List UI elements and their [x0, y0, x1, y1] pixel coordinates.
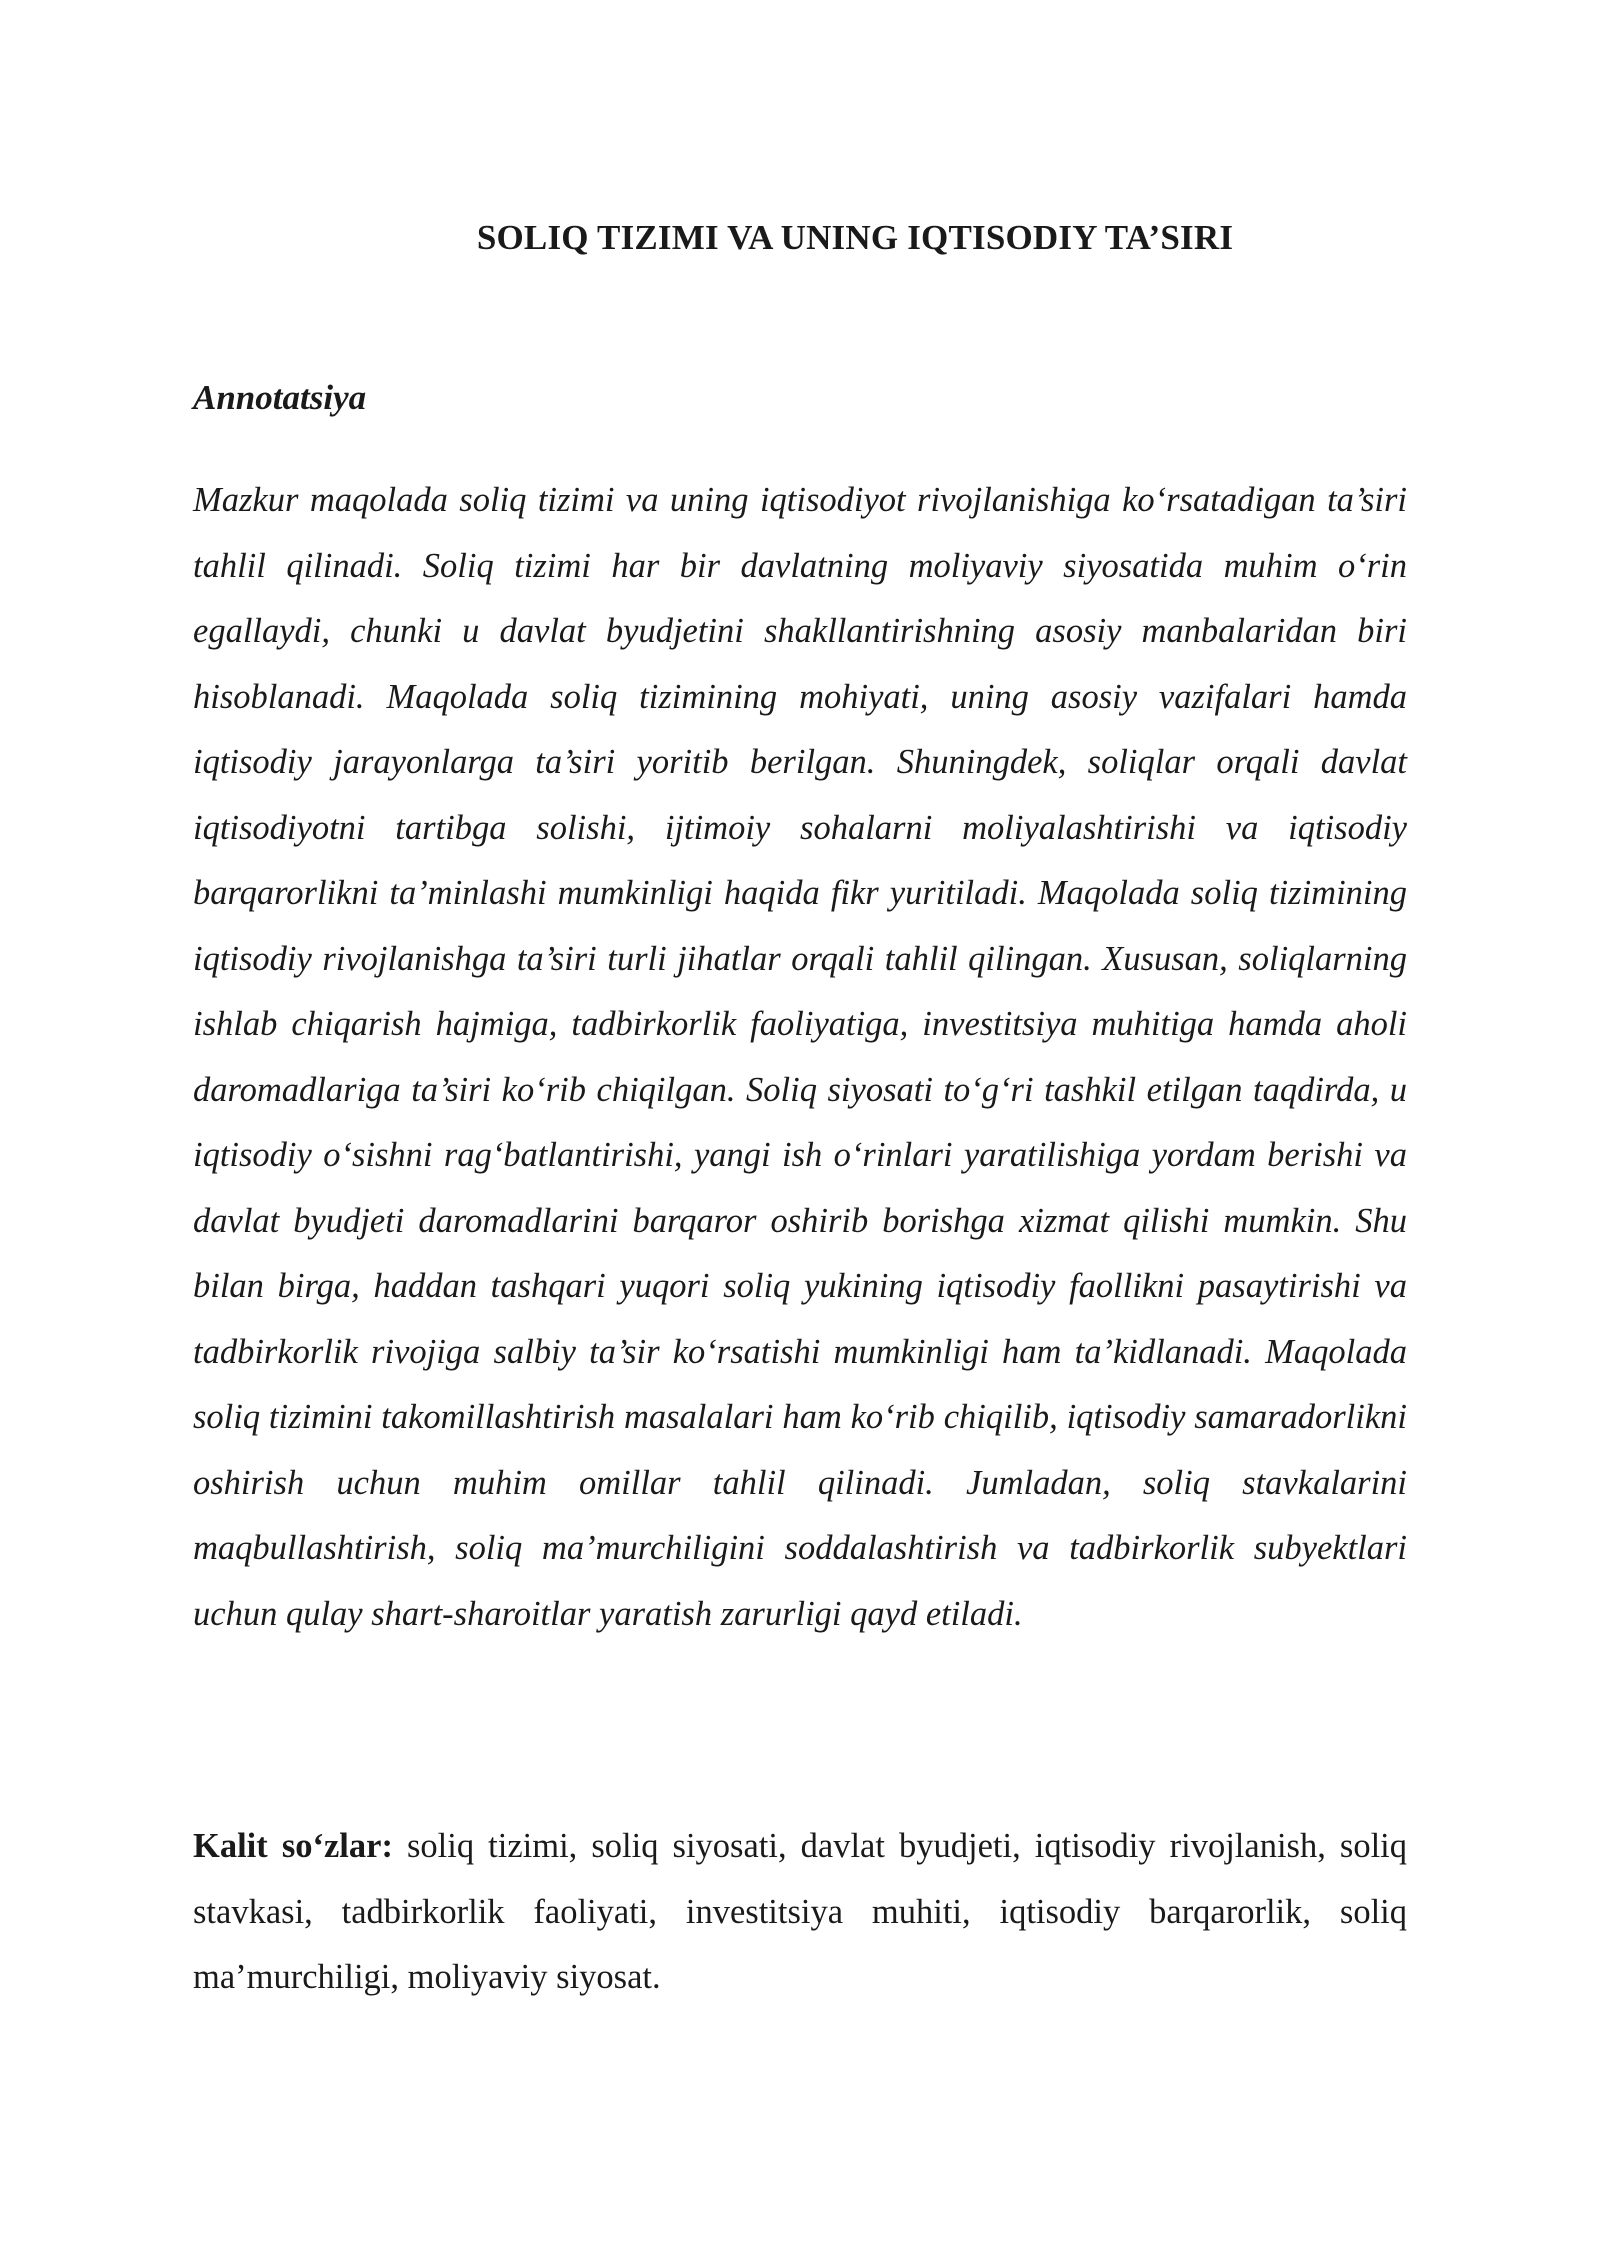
- abstract-paragraph: Mazkur maqolada soliq tizimi va uning iqtisodiyot rivojlanishiga ko‘rsatadigan ta’siri tahlil qilinadi. Soliq tizimi har bir davlatning moliyaviy siyosatida muhim o‘rin egallaydi, chunki u davlat byudjetini shakllantirishning asosiy manbalaridan biri hisoblanadi. Maqolada soliq tizimining mohiyati, uning asosiy vazifalari hamda iqtisodiy jarayonlarga ta’siri yoritib berilgan. Shuningdek, soliqlar orqali davlat iqtisodiyotni tartibga solishi, ijtimoiy sohalarni moliyalashtirishi va iqtisodiy barqarorlikni ta’minlashi mumkinligi haqida fikr yuritiladi. Maqolada soliq tizimining iqtisodiy rivojlanishga ta’siri turli jihatlar orqali tahlil qilingan. Xususan, soliqlarning ishlab chiqarish hajmiga, tadbirkorlik faoliyatiga, investitsiya muhitiga hamda aholi daromadlariga ta’siri ko‘rib chiqilgan. Soliq siyosati to‘g‘ri tashkil etilgan taqdirda, u iqtisodiy o‘sishni rag‘batlantirishi, yangi ish o‘rinlari yaratilishiga yordam berishi va davlat byudjeti daromadlarini barqaror oshirib borishga xizmat qilishi mumkin. Shu bilan birga, haddan tashqari yuqori soliq yukining iqtisodiy faollikni pasaytirishi va tadbirkorlik rivojiga salbiy ta’sir ko‘rsatishi mumkinligi ham ta’kidlanadi. Maqolada soliq tizimini takomillashtirish masalalari ham ko‘rib chiqilib, iqtisodiy samaradorlikni oshirish uchun muhim omillar tahlil qilinadi. Jumladan, soliq stavkalarini maqbullashtirish, soliq ma’murchiligini soddalashtirish va tadbirkorlik subyektlari uchun qulay shart-sharoitlar yaratish zarurligi qayd etiladi.: [193, 481, 1407, 1633]
- keywords-label: Kalit so‘zlar:: [193, 1827, 393, 1865]
- abstract-heading: Annotatsiya: [193, 378, 367, 417]
- keywords-list: soliq tizimi, soliq siyosati, davlat byudjeti, iqtisodiy rivojlanish, soliq stavkasi, tadbirkorlik faoliyati, investitsiya muhiti, iqtisodiy barqarorlik, soliq ma’murchiligi, moliyaviy siyosat.: [193, 1827, 1407, 1996]
- document-title: SOLIQ TIZIMI VA UNING IQTISODIY TA’SIRI: [476, 218, 1234, 257]
- keywords-paragraph: [193, 1814, 1407, 2011]
